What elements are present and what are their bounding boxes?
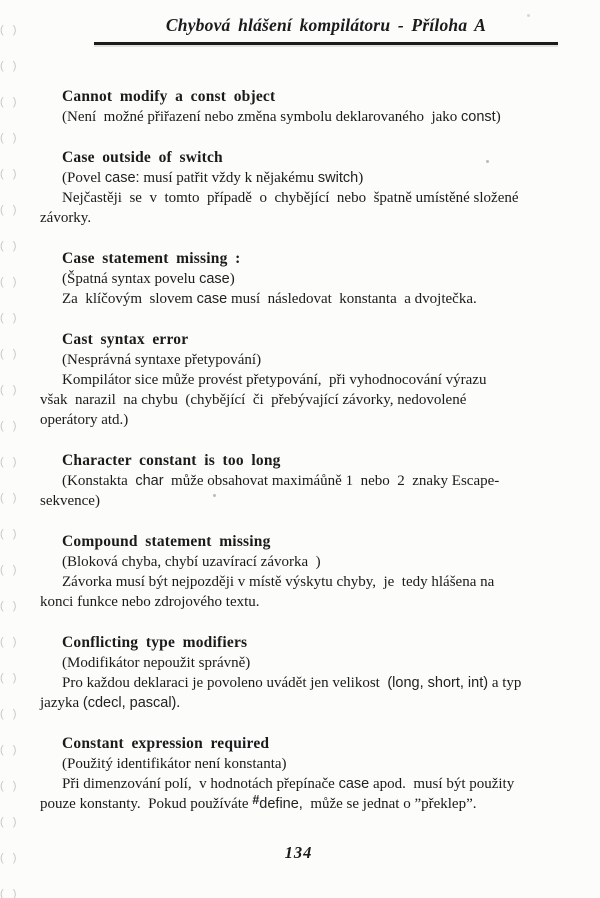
text-line: (Použitý identifikátor není konstanta) [62, 756, 287, 772]
error-title: Character constant is too long [62, 452, 281, 469]
text-line: sekvence) [40, 493, 100, 509]
error-title: Conflicting type modifiers [62, 634, 248, 651]
binding-hole-mark: ( ) [0, 636, 20, 648]
error-description [40, 471, 557, 511]
binding-hole-mark: ( ) [0, 240, 20, 252]
text-line: operátory atd.) [40, 412, 129, 428]
text-line: (Bloková chyba, chybí uzavírací závorka ) [62, 554, 321, 570]
text-line: konci funkce nebo zdrojového textu. [40, 594, 260, 610]
error-message-section [40, 148, 557, 228]
binding-hole-mark: ( ) [0, 888, 20, 898]
error-description [40, 168, 557, 228]
binding-hole-mark: ( ) [0, 24, 20, 36]
binding-hole-mark: ( ) [0, 96, 20, 108]
text-line: Kompilátor sice může provést přetypování, při vyhodnocování výrazu [62, 372, 487, 388]
binding-hole-mark: ( ) [0, 384, 20, 396]
error-message-section [40, 734, 557, 814]
text-line: Při dimenzování polí, v hodnotách přepínače case apod. musí být použity [62, 776, 515, 792]
binding-hole-mark: ( ) [0, 744, 20, 756]
error-title: Compound statement missing [62, 533, 271, 550]
binding-hole-mark: ( ) [0, 60, 20, 72]
error-message-section [40, 330, 557, 430]
page-number: 134 [284, 843, 313, 862]
binding-hole-mark: ( ) [0, 276, 20, 288]
error-message-section [40, 451, 557, 511]
text-line: (Modifikátor nepoužit správně) [62, 655, 251, 671]
error-message-section [40, 249, 557, 309]
error-title: Cast syntax error [62, 331, 189, 348]
error-description [40, 350, 557, 430]
error-description [40, 653, 557, 713]
text-line: (Není možné přiřazení nebo změna symbolu deklarovaného jako const) [62, 109, 501, 125]
error-description [40, 269, 557, 309]
error-message-section [40, 532, 557, 612]
scan-speck [527, 14, 530, 17]
text-line: pouze konstanty. Pokud používáte #define, může se jednat o ”překlep”. [40, 793, 477, 812]
binding-hole-mark: ( ) [0, 312, 20, 324]
error-description [40, 754, 557, 814]
error-title: Case statement missing : [62, 250, 241, 267]
text-line: Nejčastěji se v tomto případě o chybějící nebo špatně umístěné složené [62, 190, 519, 206]
error-message-section [40, 633, 557, 713]
binding-hole-mark: ( ) [0, 672, 20, 684]
binding-hole-mark: ( ) [0, 204, 20, 216]
sections [40, 87, 557, 835]
binding-hole-mark: ( ) [0, 816, 20, 828]
text-line: Pro každou deklaraci je povoleno uvádět jen velikost (long, short, int) a typ [62, 675, 522, 691]
binding-hole-mark: ( ) [0, 528, 20, 540]
binding-hole-mark: ( ) [0, 492, 20, 504]
text-line: (Povel case: musí patřit vždy k nějakému switch) [62, 170, 364, 186]
binding-hole-mark: ( ) [0, 600, 20, 612]
text-line: (Špatná syntax povelu case) [62, 271, 235, 287]
binding-hole-mark: ( ) [0, 456, 20, 468]
header-rule [94, 42, 558, 45]
page-header-title: Chybová hlášení kompilátoru - Příloha A [165, 15, 487, 35]
error-message-section [40, 87, 557, 127]
text-line: Závorka musí být nejpozději v místě výskytu chyby, je tedy hlášena na [62, 574, 495, 590]
error-description [40, 107, 557, 127]
binding-hole-mark: ( ) [0, 348, 20, 360]
text-line: závorky. [40, 210, 92, 226]
scan-speck [213, 494, 216, 497]
binding-hole-mark: ( ) [0, 420, 20, 432]
binding-hole-mark: ( ) [0, 168, 20, 180]
binding-hole-mark: ( ) [0, 132, 20, 144]
text-line: však narazil na chybu (chybějící či přebývající závorky, nedovolené [40, 392, 467, 408]
text-line: (Konstakta char může obsahovat maximáůně 1 nebo 2 znaky Escape- [62, 473, 500, 489]
binding-hole-mark: ( ) [0, 708, 20, 720]
text-line: jazyka (cdecl, pascal). [40, 695, 181, 711]
error-description [40, 552, 557, 612]
binding-hole-mark: ( ) [0, 564, 20, 576]
scan-speck [486, 160, 489, 163]
binding-hole-mark: ( ) [0, 780, 20, 792]
error-title: Cannot modify a const object [62, 88, 276, 105]
binding-hole-mark: ( ) [0, 852, 20, 864]
error-title: Constant expression required [62, 735, 270, 752]
text-line: Za klíčovým slovem case musí následovat konstanta a dvojtečka. [62, 291, 477, 307]
error-title: Case outside of switch [62, 149, 223, 166]
text-line: (Nesprávná syntaxe přetypování) [62, 352, 262, 368]
